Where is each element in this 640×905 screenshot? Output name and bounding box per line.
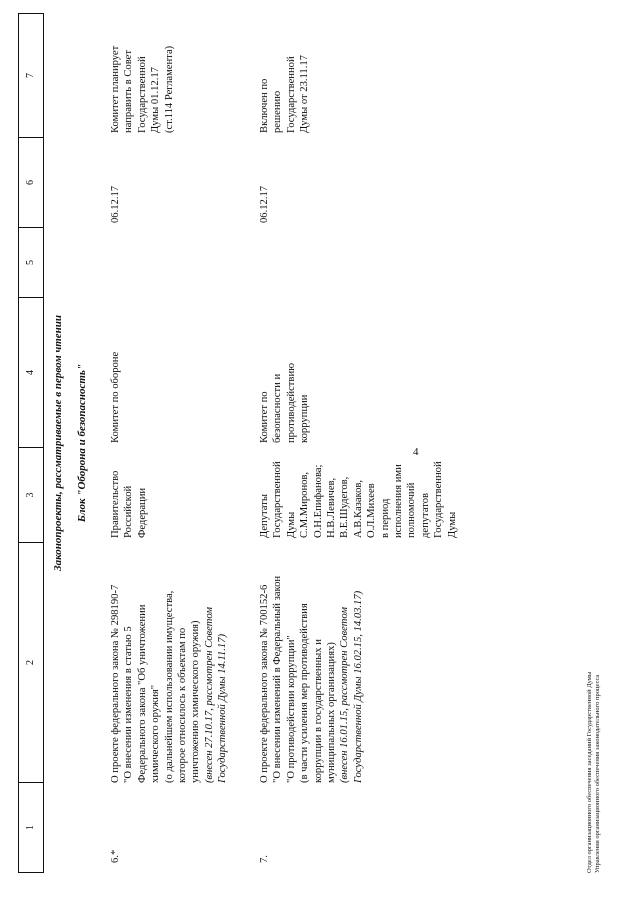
section-title: Законопроекты, рассматриваемые в первом чтении bbox=[52, 315, 64, 571]
author-line: А.В.Казаков, bbox=[352, 479, 364, 538]
bill-title-line: коррупции в государственных и bbox=[312, 639, 324, 783]
row-number: 6.* bbox=[110, 849, 121, 863]
bill-note-line: Государственной Думы 16.02.15, 14.03.17) bbox=[352, 590, 364, 783]
bill-title bbox=[258, 576, 365, 783]
status bbox=[109, 46, 176, 133]
footer bbox=[586, 273, 602, 873]
bill-title-line: которое относилось к объектам по bbox=[177, 627, 189, 783]
author-line: исполнения ими bbox=[393, 464, 405, 538]
author-line: Думы bbox=[446, 511, 458, 538]
status-line: Комитет планирует bbox=[110, 45, 121, 133]
bill-author bbox=[258, 461, 459, 538]
status-line: Государственной bbox=[136, 56, 148, 133]
column-header: 2 bbox=[19, 542, 43, 782]
author-line: Государственной bbox=[433, 461, 445, 538]
bill-title bbox=[109, 585, 230, 783]
column-header: 7 bbox=[25, 73, 36, 78]
column-header: 6 bbox=[19, 137, 43, 227]
status-line: Думы 01.12.17 bbox=[150, 67, 162, 133]
committee-line: коррупции bbox=[299, 394, 311, 443]
author-line: в период bbox=[379, 498, 391, 538]
column-header: 4 bbox=[19, 297, 43, 447]
column-header: 5 bbox=[19, 227, 43, 297]
author-line: В.Е.Шудегов, bbox=[339, 476, 351, 538]
author-line: О.Н.Епифанова; bbox=[312, 464, 324, 538]
bill-title-line: "О противодействии коррупции" bbox=[285, 635, 297, 783]
bill-title-line: "О внесении изменения в статью 5 bbox=[123, 626, 135, 783]
bill-author bbox=[109, 471, 149, 538]
author-line: С.М.Миронов, bbox=[299, 471, 311, 538]
responsible-committee bbox=[258, 363, 312, 443]
status bbox=[258, 55, 312, 133]
author-line: О.Л.Михеев bbox=[366, 483, 378, 538]
page-number: 4 bbox=[413, 446, 419, 458]
bill-title-line: О проекте федерального закона № 298190-7 bbox=[110, 584, 121, 783]
column-header-row bbox=[18, 13, 44, 873]
bill-title-line: "О внесении изменений в Федеральный закон bbox=[272, 575, 284, 783]
author-line: полномочий bbox=[406, 482, 418, 538]
date: 06.12.17 bbox=[110, 185, 121, 223]
bill-title-line: (о дальнейшем использовании имущества, bbox=[163, 590, 175, 783]
status-line: Думы от 23.11.17 bbox=[299, 55, 311, 133]
author-line: Н.В.Левичев, bbox=[326, 477, 338, 538]
author-line: Государственной bbox=[272, 461, 284, 538]
bill-title-line: О проекте федерального закона № 700152-6 bbox=[259, 584, 270, 783]
author-line: Депутаты bbox=[259, 494, 270, 538]
author-line: депутатов bbox=[419, 492, 431, 538]
status-line: Государственной bbox=[285, 56, 297, 133]
bill-title-line: химического оружия" bbox=[150, 684, 162, 783]
committee-line: безопасности и bbox=[272, 373, 284, 443]
status-line: решению bbox=[272, 90, 284, 133]
date: 06.12.17 bbox=[259, 185, 270, 223]
responsible-committee bbox=[109, 352, 122, 443]
bill-note-line: (внесен 16.01.15, рассмотрен Советом bbox=[339, 607, 351, 783]
status-line: (ст.114 Регламента) bbox=[163, 45, 175, 133]
bill-title-line: уничтожению химического оружия) bbox=[190, 620, 202, 783]
bill-title-line: Федерального закона "Об уничтожении bbox=[136, 604, 148, 783]
footer-line: Отдел организационного обеспечения заседаний Государственной Думы bbox=[586, 671, 593, 873]
committee-line: Комитет по обороне bbox=[110, 351, 121, 443]
author-line: Думы bbox=[285, 511, 297, 538]
status-line: Включен по bbox=[259, 78, 270, 133]
column-header: 3 bbox=[19, 447, 43, 542]
author-line: Российской bbox=[123, 485, 135, 538]
footer-line: Управления организационного обеспечения законодательного процесса bbox=[594, 674, 601, 873]
bill-note-line: (внесен 27.10.17, рассмотрен Советом bbox=[203, 607, 215, 783]
block-title: Блок "Оборона и безопасность" bbox=[76, 363, 88, 523]
bill-title-line: муниципальных организациях) bbox=[326, 642, 338, 783]
author-line: Федерации bbox=[136, 487, 148, 538]
author-line: Правительство bbox=[110, 470, 121, 538]
row-number: 7. bbox=[259, 855, 270, 863]
committee-line: противодействию bbox=[285, 362, 297, 443]
column-header: 1 bbox=[19, 782, 43, 872]
status-line: направить в Совет bbox=[123, 50, 135, 133]
bill-note-line: Государственной Думы 14.11.17) bbox=[217, 633, 229, 783]
rotated-sheet bbox=[18, 13, 618, 873]
bill-title-line: (в части усиления мер противодействия bbox=[299, 603, 311, 783]
committee-line: Комитет по bbox=[259, 391, 270, 443]
